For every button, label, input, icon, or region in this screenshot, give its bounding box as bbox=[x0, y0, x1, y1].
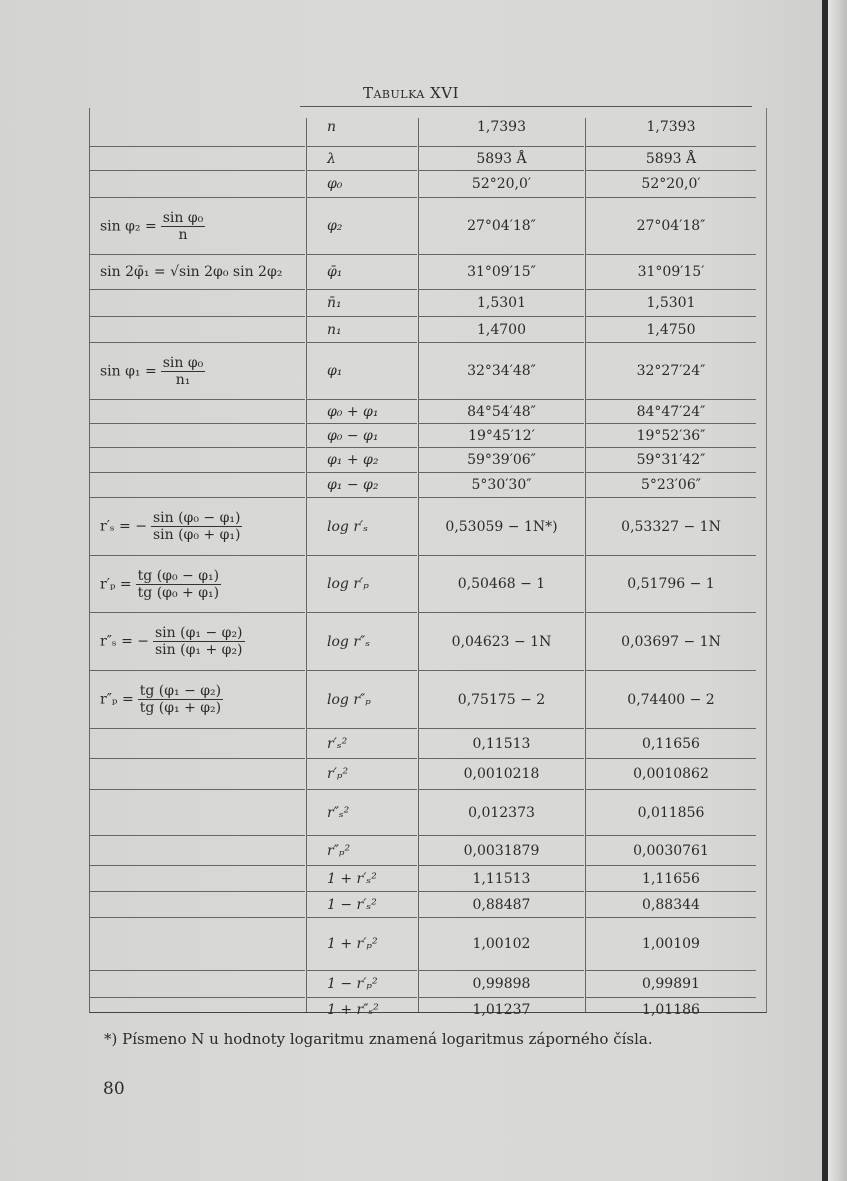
table-row-value-2: 19°52′36″ bbox=[586, 424, 756, 448]
table-row-value-2: 0,74400 − 2 bbox=[586, 671, 756, 729]
table-row-value-2: 1,00109 bbox=[586, 918, 756, 971]
table-row-quantity: 1 + r′ₛ² bbox=[307, 866, 417, 892]
table-row-quantity: φ₂ bbox=[307, 198, 417, 255]
data-table bbox=[89, 108, 767, 1018]
page-number: 80 bbox=[103, 1079, 125, 1099]
table-row-value-1: 0,0010218 bbox=[419, 759, 584, 790]
table-row-value-1: 0,04623 − 1N bbox=[419, 613, 584, 671]
table-row-value-2: 0,011856 bbox=[586, 790, 756, 836]
formula-column bbox=[90, 108, 305, 1012]
table-row-formula bbox=[90, 498, 305, 556]
table-row-value-2: 32°27′24″ bbox=[586, 343, 756, 400]
fraction bbox=[136, 568, 221, 601]
table-row-formula bbox=[90, 171, 305, 198]
table-row-quantity: 1 + r″ₛ² bbox=[327, 1001, 379, 1018]
table-row-value-1: 5°30′30″ bbox=[419, 473, 584, 498]
table-row-quantity: log r″ₛ bbox=[307, 613, 417, 671]
formula: sin 2φ̄₁ = √sin 2φ₀ sin 2φ₂ bbox=[100, 264, 283, 280]
table-row-formula bbox=[90, 918, 305, 971]
table-row-formula bbox=[90, 729, 305, 759]
table-row-formula bbox=[90, 892, 305, 918]
table-row-quantity: n₁ bbox=[307, 317, 417, 343]
table-row-formula bbox=[90, 317, 305, 343]
table-row-value-1: 1,4700 bbox=[419, 317, 584, 343]
table-row-value-1: 1,7393 bbox=[419, 108, 584, 147]
table-row-formula bbox=[90, 759, 305, 790]
table-row-quantity: r″ₛ² bbox=[307, 790, 417, 836]
numerator: tg (φ₁ − φ₂) bbox=[139, 683, 222, 699]
table-row-quantity: log r″ₚ bbox=[307, 671, 417, 729]
formula-lhs: r″ₛ = − bbox=[100, 633, 149, 650]
table-row-value-1: 0,012373 bbox=[419, 790, 584, 836]
table-row-value-1: 0,11513 bbox=[419, 729, 584, 759]
table-row-value-1: 19°45′12′ bbox=[419, 424, 584, 448]
table-row-value-1: 1,01237 bbox=[472, 1001, 531, 1018]
table-row-value-1: 31°09′15″ bbox=[419, 255, 584, 290]
table-row-value-2: 0,53327 − 1N bbox=[586, 498, 756, 556]
value-column-1 bbox=[419, 108, 584, 1018]
table-row-value-2: 0,0030761 bbox=[586, 836, 756, 866]
table-row-value-2: 52°20,0′ bbox=[586, 171, 756, 198]
formula-lhs: sin φ₁ = bbox=[100, 363, 157, 379]
table-row-formula bbox=[90, 866, 305, 892]
table-row-quantity: r″ₚ² bbox=[307, 836, 417, 866]
fraction bbox=[153, 625, 245, 658]
formula bbox=[100, 510, 246, 543]
formula-lhs: sin φ₂ = bbox=[100, 218, 157, 234]
table-row-value-2: 0,99891 bbox=[586, 971, 756, 998]
denominator: sin (φ₀ + φ₁) bbox=[152, 527, 241, 543]
denominator: n₁ bbox=[175, 371, 191, 388]
table-row-formula bbox=[90, 198, 305, 255]
table-row-value-2: 1,4750 bbox=[586, 317, 756, 343]
table-row-value-1: 27°04′18″ bbox=[419, 198, 584, 255]
table-row-quantity: n̄₁ bbox=[307, 290, 417, 317]
top-rule bbox=[300, 106, 752, 107]
fraction bbox=[138, 683, 223, 716]
table-row-quantity: φ₀ bbox=[307, 171, 417, 198]
table-row-formula bbox=[90, 108, 305, 147]
table-row-quantity: φ₁ + φ₂ bbox=[307, 448, 417, 473]
table-row-value-1: 5893 Å bbox=[419, 147, 584, 171]
table-row-quantity: 1 + r′ₚ² bbox=[307, 918, 417, 971]
table-row-formula bbox=[90, 290, 305, 317]
table-row-value-1: 0,88487 bbox=[419, 892, 584, 918]
table-row-quantity: φ₁ − φ₂ bbox=[307, 473, 417, 498]
table-row-formula bbox=[90, 424, 305, 448]
formula bbox=[100, 625, 249, 658]
table-row-formula bbox=[90, 971, 305, 998]
table-row-value-2: 84°47′24″ bbox=[586, 400, 756, 424]
table-row-value-2: 5°23′06″ bbox=[586, 473, 756, 498]
table-row-value-1: 0,75175 − 2 bbox=[419, 671, 584, 729]
table-row-quantity: log r′ₛ bbox=[307, 498, 417, 556]
numerator: sin (φ₁ − φ₂) bbox=[155, 625, 243, 641]
table-row-formula bbox=[90, 255, 305, 290]
table-title bbox=[0, 84, 822, 102]
table-row-value-2: 1,5301 bbox=[586, 290, 756, 317]
numerator: tg (φ₀ − φ₁) bbox=[137, 567, 220, 584]
table-row-quantity: log r′ₚ bbox=[307, 556, 417, 613]
numerator: sin φ₀ bbox=[162, 354, 204, 371]
table-row-formula bbox=[90, 998, 305, 1021]
formula-lhs: r′ₚ = bbox=[100, 576, 132, 592]
table-row-value-1: 1,00102 bbox=[419, 918, 584, 971]
table-row-quantity: φ₀ − φ₁ bbox=[307, 424, 417, 448]
table-row-formula bbox=[90, 556, 305, 613]
table-row-quantity: n bbox=[307, 108, 417, 147]
denominator: n bbox=[178, 226, 188, 243]
denominator: tg (φ₀ + φ₁) bbox=[137, 584, 220, 601]
table-row-value-1: 32°34′48″ bbox=[419, 343, 584, 400]
table-row-value-2: 0,0010862 bbox=[586, 759, 756, 790]
table-row-formula bbox=[90, 790, 305, 836]
table-row-formula bbox=[90, 613, 305, 671]
formula bbox=[100, 568, 225, 601]
fraction bbox=[161, 355, 206, 388]
table-row-value-1: 0,53059 − 1N*) bbox=[419, 498, 584, 556]
denominator: tg (φ₁ + φ₂) bbox=[139, 700, 222, 716]
table-row-value-2: 59°31′42″ bbox=[586, 448, 756, 473]
value-column-2 bbox=[586, 108, 756, 1018]
numerator: sin (φ₀ − φ₁) bbox=[152, 510, 241, 526]
table-row-quantity: 1 − r′ₚ² bbox=[307, 971, 417, 998]
fraction bbox=[161, 210, 206, 243]
table-row-value-2: 1,01186 bbox=[642, 1001, 700, 1018]
table-title-text: Tabulka XVI bbox=[362, 84, 460, 102]
adjacent-page-edge bbox=[828, 0, 847, 1181]
table-row-value-1: 0,99898 bbox=[419, 971, 584, 998]
table-row-quantity: φ₁ bbox=[307, 343, 417, 400]
footnote: *) Písmeno N u hodnoty logaritmu znamená logaritmus záporného čísla. bbox=[104, 1030, 653, 1048]
table-row-value-2: 0,51796 − 1 bbox=[586, 556, 756, 613]
table-row-quantity: λ bbox=[307, 147, 417, 171]
table-row-value-2: 1,7393 bbox=[586, 108, 756, 147]
table-row-value-1: 84°54′48″ bbox=[419, 400, 584, 424]
table-row-value-2: 27°04′18″ bbox=[586, 198, 756, 255]
table-row-quantity: φ̄₁ bbox=[307, 255, 417, 290]
formula-lhs: r′ₛ = − bbox=[100, 518, 147, 535]
table-row-value-2: 0,88344 bbox=[586, 892, 756, 918]
table-row-formula bbox=[90, 448, 305, 473]
formula-lhs: r″ₚ = bbox=[100, 691, 134, 708]
denominator: sin (φ₁ + φ₂) bbox=[155, 642, 243, 658]
table-row-value-2: 5893 Å bbox=[586, 147, 756, 171]
fraction bbox=[151, 510, 243, 543]
table-row-value-2: 1,11656 bbox=[586, 866, 756, 892]
table-row-formula bbox=[90, 343, 305, 400]
table-row-quantity: r′ₛ² bbox=[307, 729, 417, 759]
table-row-value-1: 59°39′06″ bbox=[419, 448, 584, 473]
formula bbox=[100, 355, 209, 388]
quantity-column bbox=[307, 108, 417, 1018]
table-row-value-1: 0,50468 − 1 bbox=[419, 556, 584, 613]
table-row-value-1: 0,0031879 bbox=[419, 836, 584, 866]
table-row-formula bbox=[90, 473, 305, 498]
formula bbox=[100, 683, 227, 716]
table-row-value-1: 1,5301 bbox=[419, 290, 584, 317]
table-row-quantity: r′ₚ² bbox=[307, 759, 417, 790]
table-row-value-1: 1,11513 bbox=[419, 866, 584, 892]
table-row-formula bbox=[90, 147, 305, 171]
table-row-formula bbox=[90, 836, 305, 866]
table-row-quantity: φ₀ + φ₁ bbox=[307, 400, 417, 424]
table-row-value-2: 0,03697 − 1N bbox=[586, 613, 756, 671]
table-row-value-2: 0,11656 bbox=[586, 729, 756, 759]
table-row-formula bbox=[90, 671, 305, 729]
table-row-formula bbox=[90, 400, 305, 424]
numerator: sin φ₀ bbox=[162, 209, 204, 226]
table-row-quantity: 1 − r′ₛ² bbox=[307, 892, 417, 918]
table-row-value-2: 31°09′15′ bbox=[586, 255, 756, 290]
table-row-value-1: 52°20,0′ bbox=[419, 171, 584, 198]
formula bbox=[100, 210, 209, 243]
